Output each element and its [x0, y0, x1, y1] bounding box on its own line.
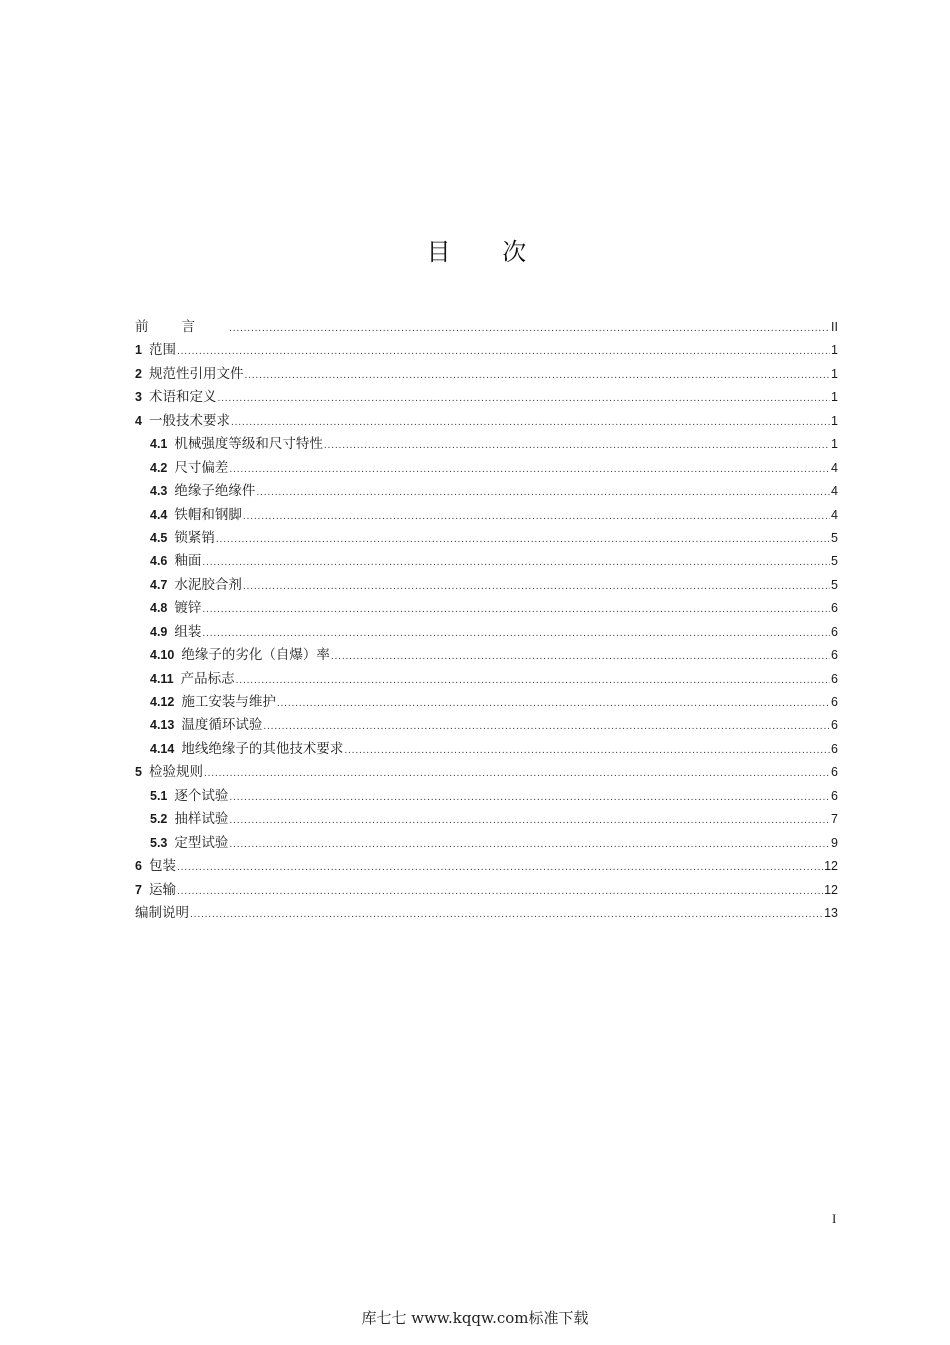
toc-entry[interactable]	[135, 761, 838, 784]
toc-entry-page: 6	[831, 624, 838, 639]
toc-entry[interactable]	[135, 785, 838, 808]
toc-entry[interactable]	[135, 316, 838, 339]
toc-entry-number: 4.5	[150, 530, 168, 545]
toc-entry-number: 4.10	[150, 648, 175, 663]
toc-entry-page: 6	[831, 741, 838, 756]
toc-dot-leader	[229, 787, 830, 810]
toc-entry-page: 6	[831, 788, 838, 803]
toc-entry-number: 5.2	[150, 812, 168, 827]
toc-entry-title: 尺寸偏差	[174, 459, 229, 476]
toc-entry-number: 4.6	[150, 554, 168, 569]
toc-dot-leader	[243, 576, 830, 599]
toc-entry-number: 4.8	[150, 601, 168, 616]
toc-entry[interactable]	[135, 597, 838, 620]
toc-entry[interactable]	[135, 879, 838, 902]
toc-entry-number: 4.7	[150, 577, 168, 592]
toc-entry-title: 地线绝缘子的其他技术要求	[181, 740, 344, 757]
toc-dot-leader	[243, 506, 830, 529]
toc-entry-number: 3	[135, 390, 142, 405]
toc-entry-title: 定型试验	[174, 834, 229, 851]
toc-entry-page: 4	[831, 484, 838, 499]
footer-watermark: 库七七 www.kqqw.com标准下载	[361, 1309, 589, 1327]
toc-entry-number: 6	[135, 859, 142, 874]
toc-dot-leader	[177, 341, 830, 364]
toc-entry-title: 铁帽和钢脚	[174, 506, 242, 523]
toc-entry-page: 13	[824, 905, 838, 920]
toc-entry-title: 规范性引用文件	[148, 365, 244, 382]
toc-entry[interactable]	[135, 621, 838, 644]
toc-entry-number: 4.11	[150, 671, 174, 686]
toc-entry-page: 1	[831, 366, 838, 381]
toc-entry-page: 6	[831, 695, 838, 709]
toc-entry[interactable]	[135, 902, 838, 925]
toc-entry-title: 检验规则	[148, 764, 203, 781]
toc-entry-page: 6	[831, 718, 838, 733]
toc-entry[interactable]	[135, 527, 838, 550]
toc-dot-leader	[177, 857, 823, 880]
toc-entry-title: 釉面	[174, 553, 202, 570]
toc-entry-page: 5	[831, 530, 838, 545]
toc-dot-leader	[256, 482, 830, 505]
toc-entry-page: 7	[831, 812, 838, 827]
toc-entry-number: 4	[135, 413, 142, 428]
toc-entry-title: 术语和定义	[148, 389, 217, 406]
toc-dot-leader	[229, 834, 830, 857]
toc-dot-leader	[344, 740, 830, 763]
toc-dot-leader	[331, 646, 830, 669]
toc-entry-number: 4.14	[150, 741, 175, 756]
toc-entry-page: 1	[831, 343, 838, 358]
toc-entry[interactable]	[135, 855, 838, 878]
toc-entry-page: 1	[831, 390, 838, 405]
toc-dot-leader	[202, 599, 830, 622]
toc-entry-number: 5.3	[150, 835, 168, 850]
toc-entry[interactable]	[135, 339, 838, 362]
toc-entry-number: 7	[135, 882, 142, 897]
toc-entry-number: 4.3	[150, 484, 168, 499]
toc-dot-leader	[217, 388, 830, 411]
toc-dot-leader	[229, 459, 830, 482]
toc-entry-page: 6	[831, 601, 838, 616]
toc-entry[interactable]	[135, 832, 838, 855]
toc-entry[interactable]	[135, 386, 838, 409]
toc-entry-title: 镀锌	[174, 600, 202, 617]
toc-entry-number: 4.12	[150, 695, 175, 709]
toc-entry-number: 5	[135, 765, 142, 780]
toc-entry-page: 5	[831, 554, 838, 569]
toc-entry-title: 逐个试验	[174, 787, 229, 804]
toc-entry[interactable]	[135, 668, 838, 691]
toc-entry[interactable]	[135, 550, 838, 573]
toc-entry[interactable]	[135, 480, 838, 503]
toc-entry-page: 12	[824, 859, 838, 874]
page-title: 目 次	[426, 238, 549, 266]
toc-dot-leader	[263, 716, 830, 739]
toc-entry-page: 1	[831, 437, 838, 452]
toc-entry-number: 4.2	[150, 460, 168, 475]
toc-dot-leader	[244, 365, 830, 388]
toc-dot-leader	[324, 435, 830, 458]
page-number: I	[832, 1211, 837, 1226]
toc-dot-leader	[177, 881, 823, 904]
toc-dot-leader	[190, 904, 823, 927]
toc-entry-title: 绝缘子绝缘件	[174, 483, 256, 500]
toc-entry-title: 施工安装与维护	[181, 694, 276, 710]
toc-entry-title: 范围	[148, 342, 176, 359]
toc-dot-leader	[229, 810, 830, 833]
toc-entry-number: 4.13	[150, 718, 175, 733]
toc-entry-page: II	[831, 320, 838, 334]
toc-entry-title: 编制说明	[135, 904, 189, 921]
toc-entry-number: 4.4	[150, 507, 168, 522]
toc-entry-title: 前言	[135, 319, 228, 335]
toc-entry-title: 抽样试验	[174, 811, 229, 828]
toc-entry-page: 4	[831, 507, 838, 522]
toc-entry[interactable]	[135, 363, 838, 386]
toc-entry[interactable]	[135, 691, 838, 714]
table-of-contents	[135, 316, 838, 925]
toc-dot-leader	[216, 529, 830, 552]
toc-entry-title: 绝缘子的劣化（自爆）率	[181, 647, 330, 664]
toc-entry-title: 温度循环试验	[181, 717, 263, 734]
toc-entry-number: 4.1	[150, 437, 168, 452]
toc-entry[interactable]	[135, 808, 838, 831]
toc-dot-leader	[204, 763, 830, 786]
toc-entry-page: 1	[831, 413, 838, 428]
toc-entry-title: 运输	[148, 881, 176, 898]
toc-entry-title: 产品标志	[180, 670, 235, 687]
toc-entry-number: 1	[135, 343, 142, 358]
toc-entry-page: 6	[831, 765, 838, 780]
toc-entry-title: 一般技术要求	[148, 412, 230, 429]
toc-entry-page: 5	[831, 577, 838, 592]
toc-entry[interactable]	[135, 457, 838, 480]
toc-entry-number: 5.1	[150, 788, 168, 803]
toc-entry[interactable]	[135, 504, 838, 527]
toc-entry-page: 6	[831, 671, 838, 686]
toc-entry-page: 4	[831, 460, 838, 475]
toc-dot-leader	[277, 693, 830, 716]
toc-entry-title: 组装	[174, 623, 202, 640]
toc-entry[interactable]	[135, 433, 838, 456]
toc-entry[interactable]	[135, 574, 838, 597]
toc-entry-title: 锁紧销	[174, 529, 215, 546]
toc-entry-title: 机械强度等级和尺寸特性	[174, 436, 323, 453]
toc-entry-page: 12	[824, 882, 838, 897]
toc-dot-leader	[202, 552, 830, 575]
toc-dot-leader	[236, 670, 830, 693]
toc-entry-page: 9	[831, 835, 838, 850]
toc-entry-number: 2	[135, 366, 142, 381]
toc-dot-leader	[229, 318, 830, 341]
toc-entry-number: 4.9	[150, 624, 168, 639]
toc-dot-leader	[202, 623, 830, 646]
toc-entry-title: 水泥胶合剂	[174, 576, 242, 593]
toc-entry[interactable]	[135, 644, 838, 667]
toc-dot-leader	[231, 412, 830, 435]
toc-entry[interactable]	[135, 410, 838, 433]
toc-entry-title: 包装	[148, 858, 176, 875]
toc-entry[interactable]	[135, 738, 838, 761]
toc-entry[interactable]	[135, 714, 838, 737]
toc-entry-page: 6	[831, 648, 838, 663]
